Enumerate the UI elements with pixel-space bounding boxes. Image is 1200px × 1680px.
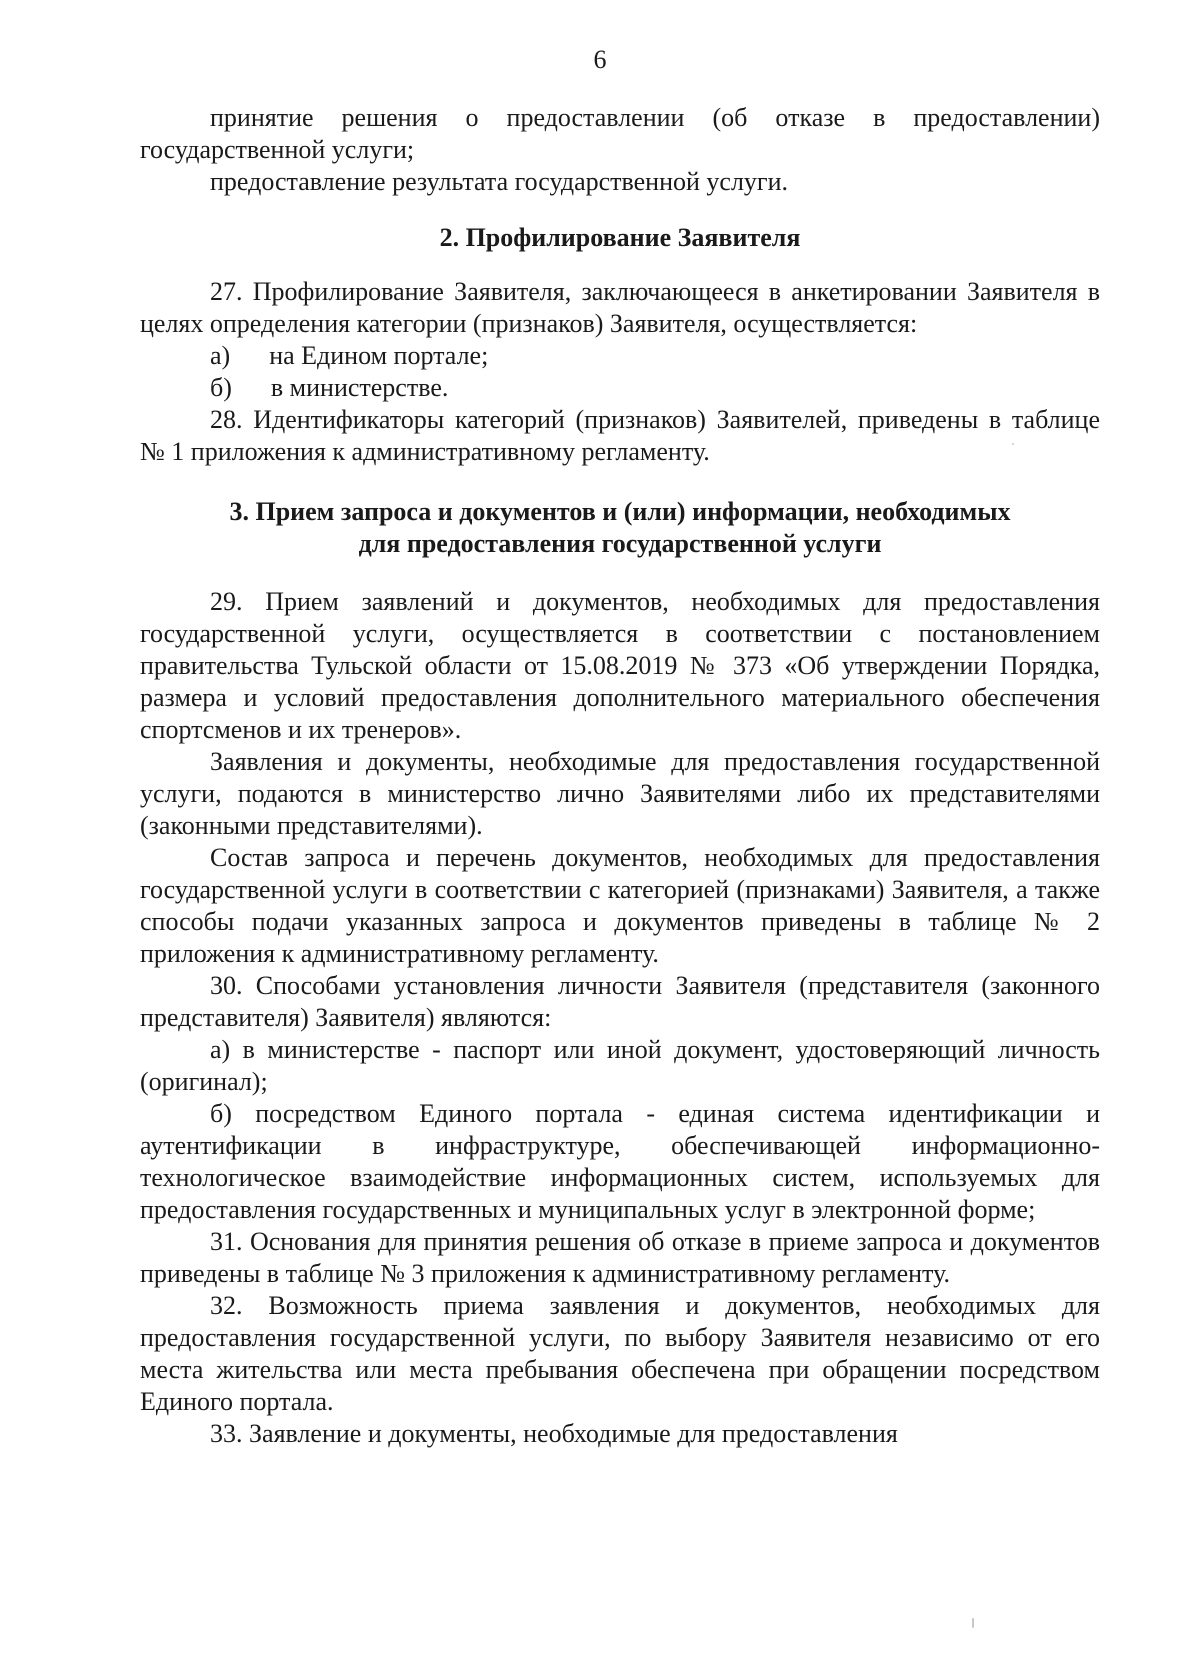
section-3-heading-line-2: для предоставления государственной услуги xyxy=(358,529,882,558)
list-item-a: а) на Едином портале; xyxy=(210,341,489,370)
paragraph-30-b: б) посредством Единого портала - единая система идентификации и аутентификации в инфраструктуре, обеспечивающей информационно-технологическое взаимодействие информационных систем, используемых для предоставления государственных и муниципальных услуг в электронной форме; xyxy=(140,1099,1100,1224)
section-3-heading-line-1: 3. Прием запроса и документов и (или) информации, необходимых xyxy=(229,497,1011,526)
paragraph-32: 32. Возможность приема заявления и документов, необходимых для предоставления государственной услуги, по выбору Заявителя независимо от его места жительства или места пребывания обеспечена при обращении посредством Единого портала. xyxy=(140,1291,1100,1416)
paragraph-30: 30. Способами установления личности Заявителя (представителя (законного представителя) Заявителя) являются: xyxy=(140,971,1100,1032)
paragraph-31: 31. Основания для принятия решения об отказе в приеме запроса и документов приведены в таблице № 3 приложения к административному регламенту. xyxy=(140,1227,1100,1288)
section-2-heading: 2. Профилирование Заявителя xyxy=(439,223,801,252)
paragraph-29-applications: Заявления и документы, необходимые для предоставления государственной услуги, подаются в министерство лично Заявителями либо их представителями (законными представителями). xyxy=(140,747,1100,840)
paragraph-33: 33. Заявление и документы, необходимые для предоставления xyxy=(210,1419,898,1448)
paragraph-28: 28. Идентификаторы категорий (признаков) Заявителей, приведены в таблице № 1 приложения к административному регламенту. xyxy=(140,405,1100,466)
scan-speck xyxy=(1012,443,1014,445)
paragraph-decision: принятие решения о предоставлении (об отказе в предоставлении) государственной услуги; xyxy=(140,103,1100,164)
section-3-heading xyxy=(140,496,1100,560)
page-content xyxy=(140,102,1100,1450)
page-number: 6 xyxy=(593,45,607,74)
paragraph-29: 29. Прием заявлений и документов, необходимых для предоставления государственной услуги, осуществляется в соответствии с постановлением правительства Тульской области от 15.08.2019 № 373 «Об утверждении Порядка, размера и условий предоставления дополнительного материального обеспечения спортсменов и их тренеров». xyxy=(140,587,1100,744)
paragraph-27: 27. Профилирование Заявителя, заключающееся в анкетировании Заявителя в целях определения категории (признаков) Заявителя, осуществляется: xyxy=(140,277,1100,338)
paragraph-30-a: а) в министерстве - паспорт или иной документ, удостоверяющий личность (оригинал); xyxy=(140,1035,1100,1096)
paragraph-result: предоставление результата государственной услуги. xyxy=(210,167,789,196)
scan-speck xyxy=(972,1618,974,1628)
list-item-b: б) в министерстве. xyxy=(210,373,449,402)
paragraph-29-composition: Состав запроса и перечень документов, необходимых для предоставления государственной услуги в соответствии с категорией (признаками) Заявителя, а также способы подачи указанных запроса и документов приведены в таблице № 2 приложения к административному регламенту. xyxy=(140,843,1100,968)
